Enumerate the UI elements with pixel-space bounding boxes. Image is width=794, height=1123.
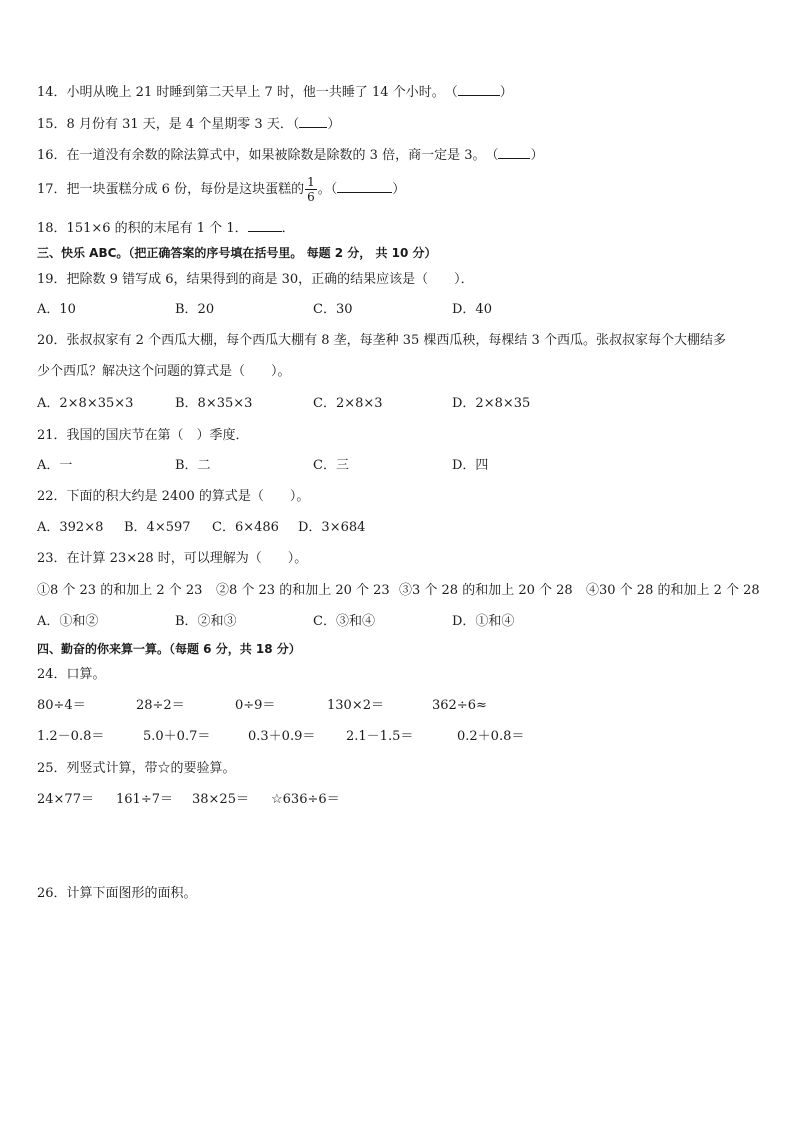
question-17 <box>37 175 405 204</box>
question-20-text-line2: 少个西瓜？解决这个问题的算式是（ ）。 <box>37 364 291 379</box>
answer-blank[interactable] <box>498 145 530 159</box>
q20-option-d[interactable]: D．2×8×35 <box>452 396 531 411</box>
q25-calc-4: ☆636÷6＝ <box>271 792 340 807</box>
q24-calc-1: 80÷4＝ <box>37 698 86 713</box>
q23-option-a[interactable]: A．①和② <box>37 614 99 629</box>
bracket-close: ） <box>530 148 544 163</box>
question-24-text: 24．口算。 <box>37 667 106 682</box>
question-15-text: 15．8 月份有 31 天，是 4 个星期零 3 天．（ <box>37 117 300 132</box>
q25-calc-3: 38×25＝ <box>192 792 249 807</box>
answer-blank[interactable] <box>337 179 392 193</box>
q21-option-d[interactable]: D．四 <box>452 458 489 473</box>
q24-calc-5: 362÷6≈ <box>432 698 487 713</box>
fraction-numerator: 1 <box>307 175 315 189</box>
q24-calc-8: 0.3＋0.9＝ <box>248 729 316 744</box>
question-20-text-line1: 20．张叔叔家有 2 个西瓜大棚，每个西瓜大棚有 8 垄，每垄种 35 棵西瓜秧，每棵结 3 个西瓜。张叔叔家每个大棚结多 <box>37 333 726 348</box>
q22-option-b[interactable]: B．4×597 <box>124 520 191 535</box>
q24-calc-9: 2.1－1.5＝ <box>346 729 414 744</box>
question-14-text: 14．小明从晚上 21 时睡到第二天早上 7 时，他一共睡了 14 个小时。 （ <box>37 85 458 100</box>
q24-calc-3: 0÷9＝ <box>235 698 276 713</box>
bracket-close: ） <box>327 117 341 132</box>
q21-option-c[interactable]: C．三 <box>313 458 349 473</box>
bracket-open: 。（ <box>317 182 338 197</box>
question-21-text: 21．我国的国庆节在第（ ）季度． <box>37 428 249 443</box>
q25-calc-1: 24×77＝ <box>37 792 94 807</box>
q22-option-a[interactable]: A．392×8 <box>37 520 104 535</box>
question-22-text: 22．下面的积大约是 2400 的算式是（ ）。 <box>37 489 310 504</box>
q21-option-a[interactable]: A．一 <box>37 458 73 473</box>
period: ． <box>281 221 295 236</box>
q24-calc-7: 5.0＋0.7＝ <box>143 729 211 744</box>
q24-calc-4: 130×2＝ <box>327 698 384 713</box>
question-19-text: 19．把除数 9 错写成 6，结果得到的商是 30，正确的结果应该是（ ）． <box>37 272 474 287</box>
q23-statement-3: ③3 个 28 的和加上 20 个 28 <box>399 583 573 598</box>
question-16 <box>37 145 544 165</box>
q19-option-c[interactable]: C．30 <box>313 302 353 317</box>
q20-option-c[interactable]: C．2×8×3 <box>313 396 383 411</box>
q19-option-d[interactable]: D．40 <box>452 302 492 317</box>
q24-calc-2: 28÷2＝ <box>136 698 185 713</box>
q23-option-c[interactable]: C．③和④ <box>313 614 375 629</box>
fraction-denominator: 6 <box>307 190 315 204</box>
question-25-text: 25．列竖式计算，带☆的要验算。 <box>37 761 236 776</box>
q20-option-b[interactable]: B．8×35×3 <box>175 396 253 411</box>
answer-blank[interactable] <box>248 218 282 232</box>
q23-option-d[interactable]: D．①和④ <box>452 614 515 629</box>
question-18 <box>37 218 295 238</box>
q23-option-b[interactable]: B．②和③ <box>175 614 237 629</box>
q23-statement-2: ②8 个 23 的和加上 20 个 23 <box>216 583 390 598</box>
q19-option-b[interactable]: B．20 <box>175 302 215 317</box>
q25-calc-2: 161÷7＝ <box>116 792 173 807</box>
q19-option-a[interactable]: A．10 <box>37 302 76 317</box>
answer-blank[interactable] <box>299 114 327 128</box>
answer-blank[interactable] <box>458 82 500 96</box>
fraction <box>305 175 317 204</box>
question-17-text: 17．把一块蛋糕分成 6 份，每份是这块蛋糕的 <box>37 182 305 197</box>
q24-calc-6: 1.2－0.8＝ <box>37 729 105 744</box>
section-3-heading: 三、快乐 ABC。（把正确答案的序号填在括号里。 每题 2 分， 共 10 分） <box>37 246 437 260</box>
question-16-text: 16．在一道没有余数的除法算式中，如果被除数是除数的 3 倍，商一定是 3。 （ <box>37 148 499 163</box>
question-14 <box>37 82 513 102</box>
question-15 <box>37 114 340 134</box>
q20-option-a[interactable]: A．2×8×35×3 <box>37 396 134 411</box>
q22-option-c[interactable]: C．6×486 <box>212 520 279 535</box>
q23-statement-4: ④30 个 28 的和加上 2 个 28 <box>586 583 760 598</box>
bracket-close: ） <box>499 85 513 100</box>
question-26-text: 26．计算下面图形的面积。 <box>37 886 197 901</box>
q22-option-d[interactable]: D．3×684 <box>298 520 366 535</box>
q23-statement-1: ①8 个 23 的和加上 2 个 23 <box>37 583 203 598</box>
q24-calc-10: 0.2＋0.8＝ <box>457 729 525 744</box>
q21-option-b[interactable]: B．二 <box>175 458 211 473</box>
question-23-text: 23．在计算 23×28 时，可以理解为（ ）。 <box>37 551 308 566</box>
bracket-close: ） <box>392 182 406 197</box>
section-4-heading: 四、勤奋的你来算一算。（每题 6 分，共 18 分） <box>37 642 301 656</box>
question-18-text: 18．151×6 的积的末尾有 1 个 1． <box>37 221 248 236</box>
